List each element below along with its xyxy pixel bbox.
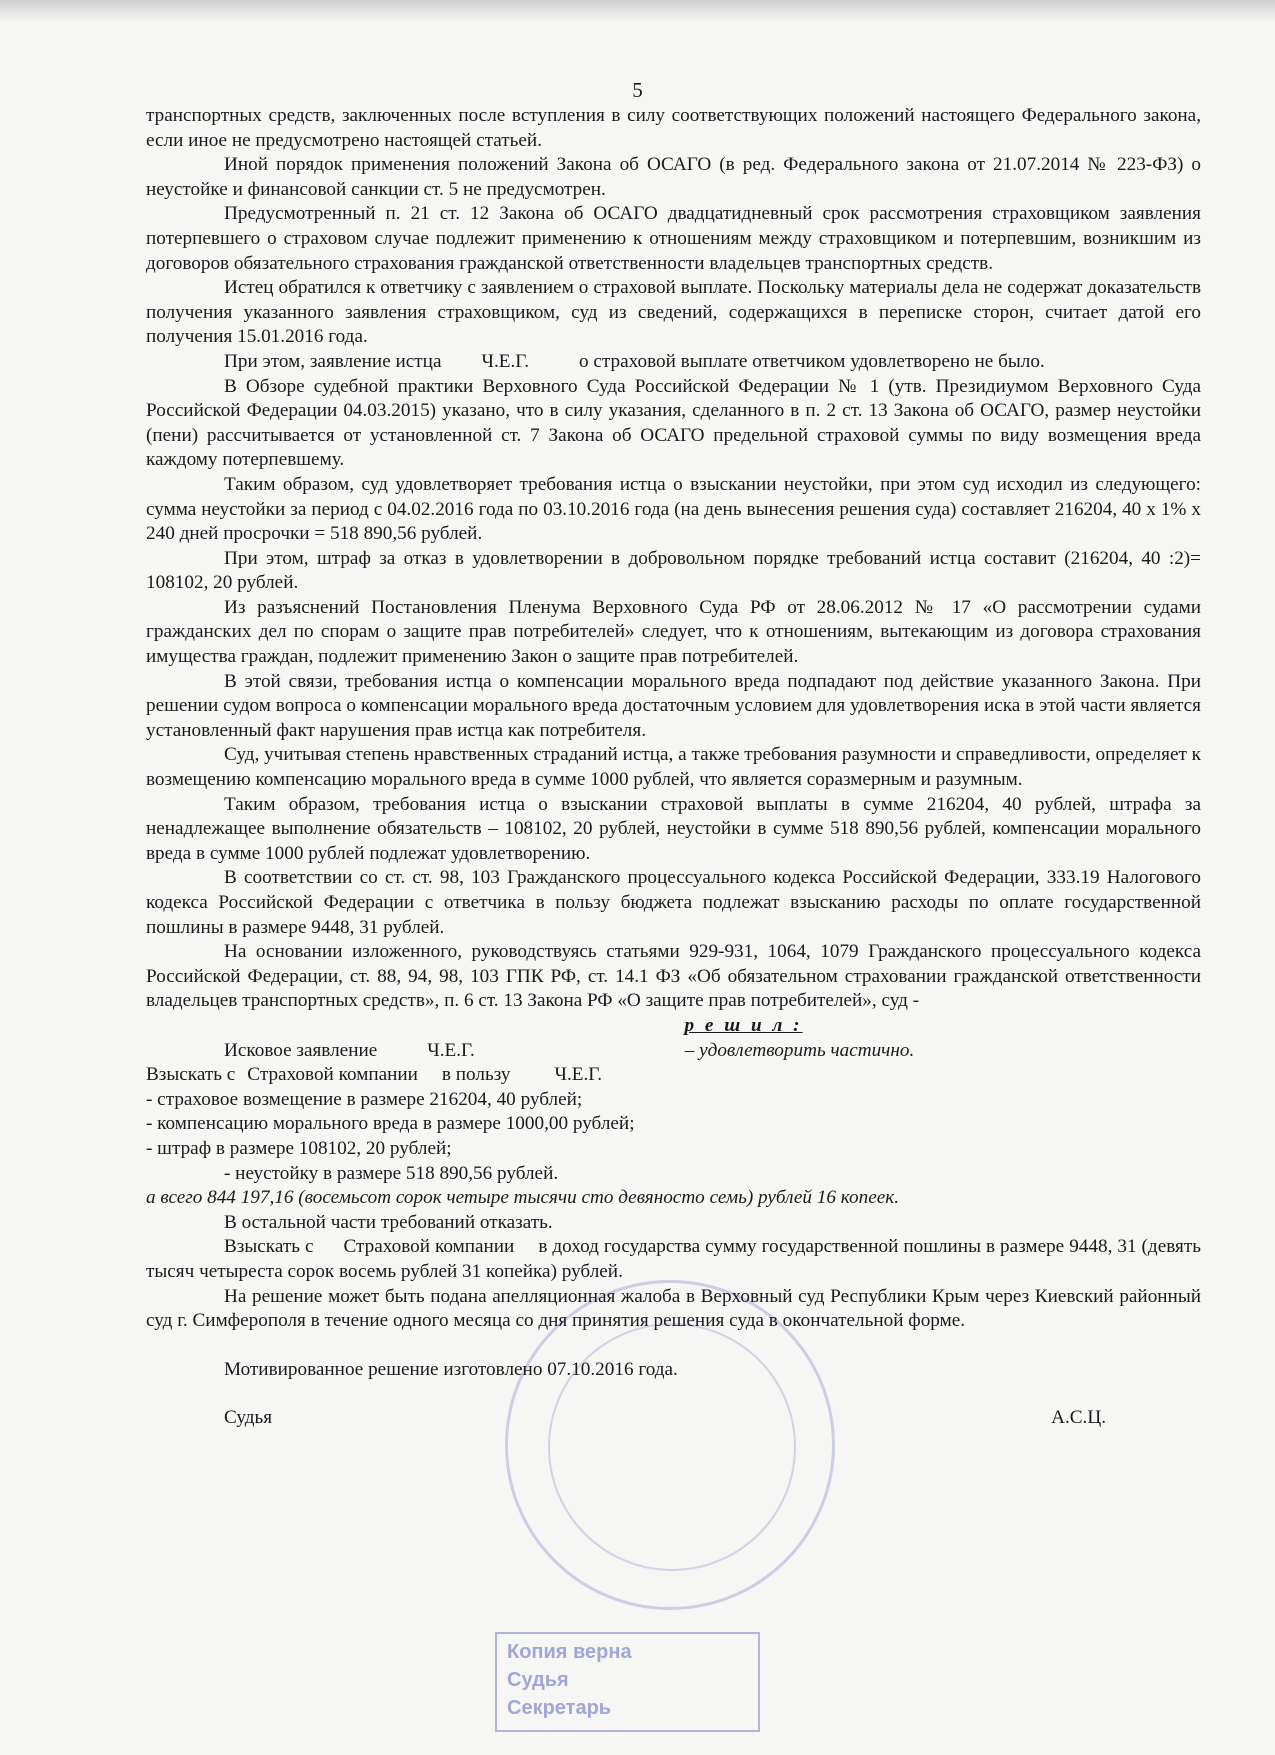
list-item: - штраф в размере 108102, 20 рублей;: [146, 1137, 452, 1159]
decision-heading: р е ш и л :: [684, 1014, 803, 1036]
collect-row: Взыскать с Страховой компании в пользу Ч.Е.Г.: [146, 1064, 602, 1086]
page-number: 5: [632, 78, 643, 102]
paragraph: Таким образом, суд удовлетворяет требования истца о взыскании неустойки, при этом суд исходил из следующего: сумма неустойки за период с 04.02.2016 года по 03.10.2016 года (на день вынесения решения суда) составляет 216204, 40 х 1% х 240 дней просрочки = 518 890,56 рублей.: [146, 473, 1201, 545]
paragraph: Суд, учитывая степень нравственных страданий истца, а также требования разумности и справедливости, определяет к возмещению компенсацию морального вреда в сумме 1000 рублей, что является соразмерным и разумным.: [146, 744, 1201, 791]
refuse-line: В остальной части требований отказать.: [224, 1211, 553, 1233]
paragraph: При этом, штраф за отказ в удовлетворении в добровольном порядке требований истца составит (216204, 40 :2)= 108102, 20 рублей.: [146, 547, 1201, 594]
judge-initials: А.С.Ц.: [1051, 1407, 1106, 1429]
list-item: - неустойку в размере 518 890,56 рублей.: [224, 1162, 559, 1184]
signature-role: Судья: [224, 1407, 273, 1429]
copy-stamp: Копия верна Судья Секретарь: [495, 1632, 760, 1732]
plaintiff-name: Ч.Е.Г.: [427, 1039, 475, 1061]
paragraph: На основании изложенного, руководствуясь статьями 929-931, 1064, 1079 Гражданского процессуального кодекса Российской Федерации, ст. 88, 94, 98, 103 ГПК РФ, ст. 14.1 ФЗ «Об обязательном страховании гражданской ответственности владельцев транспортных средств», п. 6 ст. 13 Закона РФ «О защите прав потребителей», суд -: [146, 941, 1201, 1012]
total-line: а всего 844 197,16 (восемьсот сорок четыре тысячи сто девяносто семь) рублей 16 копеек.: [146, 1187, 900, 1209]
plaintiff-name: Ч.Е.Г.: [481, 350, 529, 372]
document-body: [146, 104, 1201, 1431]
list-item: - страховое возмещение в размере 216204, 40 рублей;: [146, 1088, 583, 1110]
defendant-name: Страховой компании: [247, 1064, 418, 1086]
paragraph: Истец обратился к ответчику с заявлением о страховой выплате. Поскольку материалы дела не содержат доказательств получения указанного заявления страховщиком, суд из сведений, содержащихся в переписке сторон, считает датой его получения 15.01.2016 года.: [146, 277, 1201, 348]
motivated-line: Мотивированное решение изготовлено 07.10.2016 года.: [224, 1358, 678, 1380]
signature-row: [146, 1406, 1201, 1431]
paragraph: Из разъяснений Постановления Пленума Верховного Суда РФ от 28.06.2012 № 17 «О рассмотрении судами гражданских дел по спорам о защите прав потребителей» следует, что к отношениям, вытекающим из договора страхования имущества граждан, подлежит применению Закон о защите прав потребителей.: [146, 596, 1201, 668]
defendant-name: Страховой компании: [343, 1236, 515, 1258]
claim-line: При этом, заявление истца Ч.Е.Г. о страховой выплате ответчиком удовлетворено не было.: [224, 350, 1045, 372]
paragraph: транспортных средств, заключенных после вступления в силу соответствующих положений настоящего Федерального закона, если иное не предусмотрено настоящей статьей.: [146, 105, 1201, 151]
list-item: - компенсацию морального вреда в размере 1000,00 рублей;: [146, 1113, 635, 1135]
plaintiff-name: Ч.Е.Г.: [554, 1064, 602, 1086]
paragraph: В соответствии со ст. ст. 98, 103 Гражданского процессуального кодекса Российской Федерации, 333.19 Налогового кодекса Российской Федерации с ответчика в пользу бюджета подлежат взысканию расходы по оплате государственной пошлины в размере 9448, 31 рублей.: [146, 867, 1201, 938]
paragraph: Иной порядок применения положений Закона об ОСАГО (в ред. Федерального закона от 21.07.2014 № 223-ФЗ) о неустойке и финансовой санкции ст. 5 не предусмотрен.: [146, 154, 1201, 200]
appeal-paragraph: На решение может быть подана апелляционная жалоба в Верховный суд Республики Крым через Киевский районный суд г. Симферополя в течение одного месяца со дня принятия решения суда в окончательной форме.: [146, 1285, 1201, 1332]
paragraph: В Обзоре судебной практики Верховного Суда Российской Федерации № 1 (утв. Президиумом Верховного Суда Российской Федерации 04.03.2015) указано, что в силу указания, сделанного в п. 2 ст. 13 Закона об ОСАГО, размер неустойки (пени) рассчитывается от установленной ст. 7 Закона об ОСАГО предельной страховой суммы по виду возмещения вреда каждому потерпевшему.: [146, 375, 1201, 471]
paragraph: Предусмотренный п. 21 ст. 12 Закона об ОСАГО двадцатидневный срок рассмотрения страховщиком заявления потерпевшего о страховом случае подлежит применению к отношениям между страховщиком и потерпевшим, возникшим из договоров обязательного страхования гражданской ответственности владельцев транспортных средств.: [146, 203, 1201, 274]
duty-row: Взыскать с Страховой компании в доход государства сумму государственной пошлины в размере 9448, 31 (девять тысяч четыреста сорок восемь рублей 31 копейка) рублей.: [146, 1236, 1201, 1282]
paragraph: В этой связи, требования истца о компенсации морального вреда подпадают под действие указанного Закона. При решении судом вопроса о компенсации морального вреда достаточным условием для удовлетворения иска в этой части является установленный факт нарушения прав истца как потребителя.: [146, 670, 1201, 741]
claim-row: Исковое заявление Ч.Е.Г. – удовлетворить частично.: [224, 1039, 915, 1061]
paragraph: Таким образом, требования истца о взыскании страховой выплаты в сумме 216204, 40 рублей, штрафа за ненадлежащее выполнение обязательств – 108102, 20 рублей, неустойки в сумме 518 890,56 рублей, компенсации морального вреда в сумме 1000 рублей подлежат удовлетворению.: [146, 793, 1201, 864]
scan-edge: [0, 0, 1275, 22]
